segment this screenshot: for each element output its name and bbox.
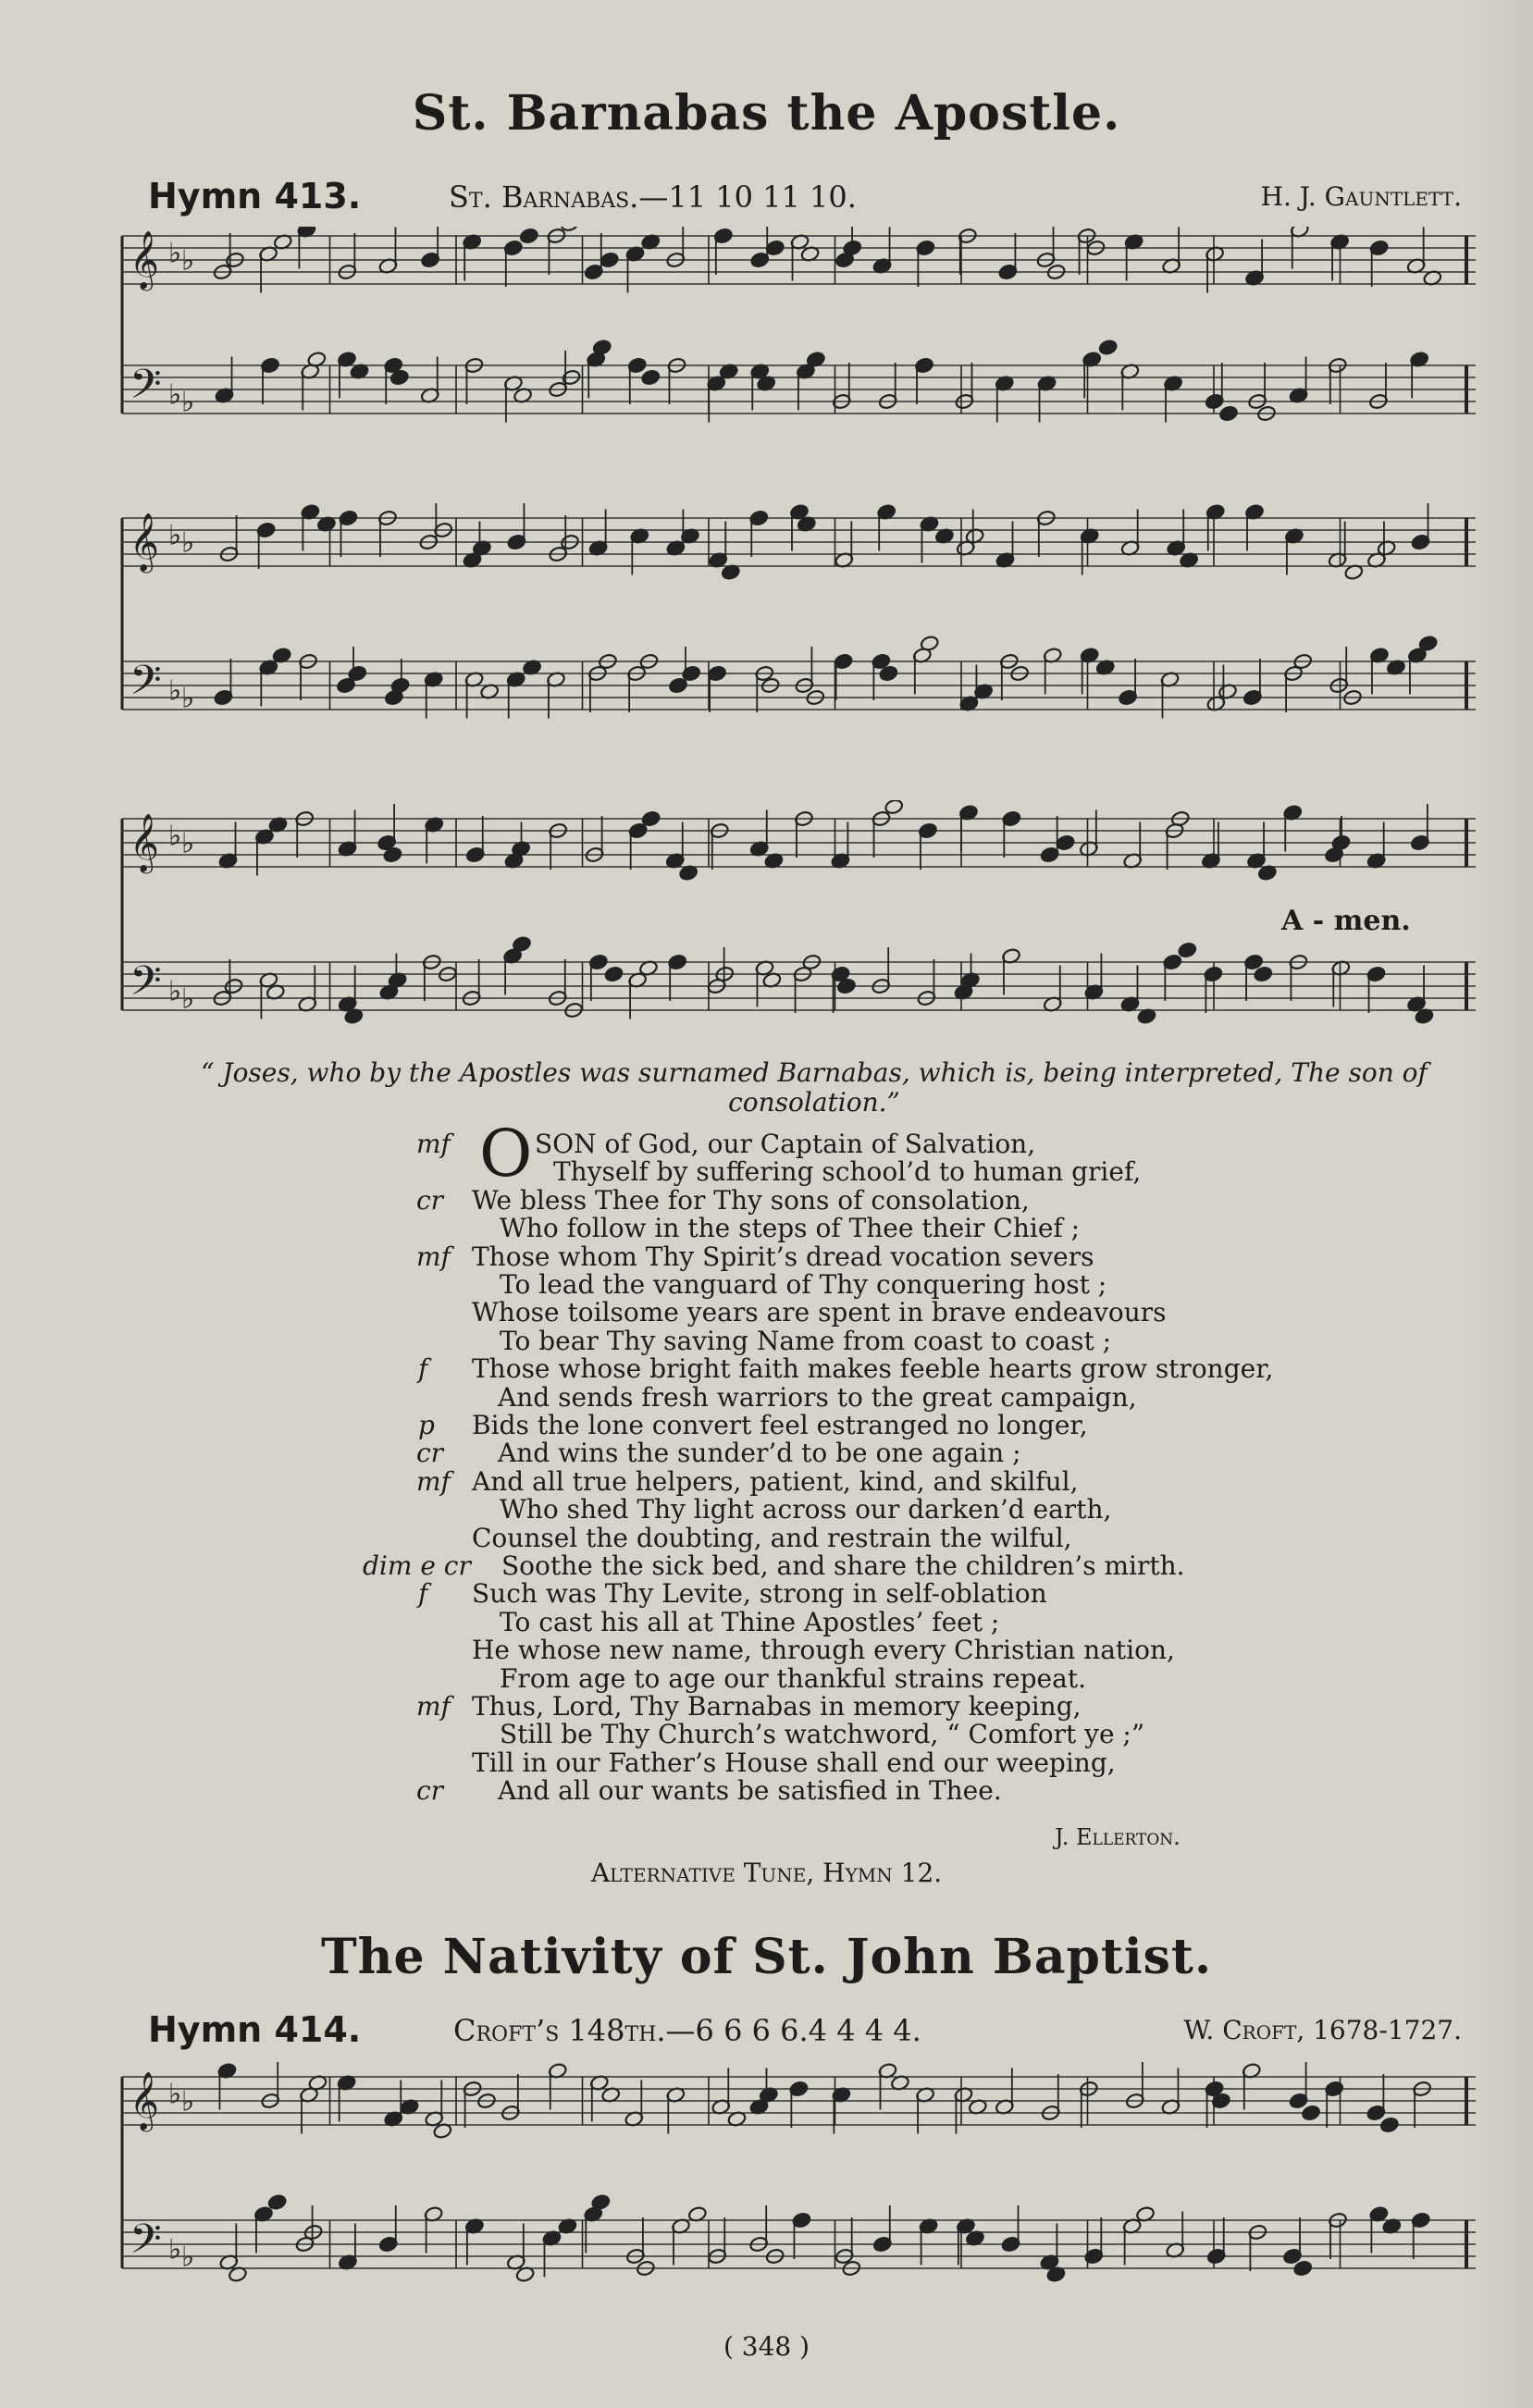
dynamic-marking: cr <box>416 1438 444 1468</box>
note-head <box>1301 2105 1320 2121</box>
dynamic-marking: f <box>418 1353 428 1384</box>
treble-clef-icon: 𝄞 <box>130 813 159 872</box>
hymn-414-number: Hymn 414. <box>148 2009 362 2050</box>
flat-icon: ♭ <box>168 2233 182 2266</box>
verse-line: Still be Thy Church’s watchword, “ Comfort ye ;” <box>500 1719 1145 1749</box>
verse-line: To lead the vanguard of Thy conquering host ; <box>500 1269 1107 1300</box>
bass-clef-icon: 𝄢 <box>130 2215 162 2274</box>
treble-clef-icon: 𝄞 <box>130 230 159 290</box>
verse-line: Soothe the sick bed, and share the children’s mirth. <box>501 1550 1185 1581</box>
epigraph: “ Joses, who by the Apostles was surnamed Barnabas, which is, being interpreted, The son of consolation.” <box>201 1057 1428 1118</box>
verse-line: Thyself by suffering school’d to human grief, <box>553 1156 1142 1187</box>
flat-icon: ♭ <box>181 827 195 860</box>
verse-line: He whose new name, through every Christian nation, <box>472 1635 1175 1665</box>
flat-icon: ♭ <box>181 2241 195 2274</box>
note-head <box>1218 405 1238 422</box>
page-shadow <box>1468 0 1533 2408</box>
feast-title-john-baptist: The Nativity of St. John Baptist. <box>320 1929 1213 1985</box>
note-head <box>641 369 661 386</box>
staff-system <box>120 2058 1485 2317</box>
amen-text: A - men. <box>1281 905 1411 937</box>
flat-icon: ♭ <box>181 2085 195 2118</box>
hymn-413-header <box>148 176 1462 222</box>
verse-line: Such was Thy Levite, strong in self-oblation <box>472 1578 1047 1609</box>
flat-icon: ♭ <box>168 674 182 708</box>
verse-line: And wins the sunder’d to be one again ; <box>498 1438 1021 1468</box>
flat-icon: ♭ <box>181 386 195 419</box>
flat-icon: ♭ <box>181 982 195 1016</box>
dynamic-marking: p <box>418 1410 435 1440</box>
dynamic-marking: cr <box>416 1775 444 1806</box>
hymn-413-number: Hymn 413. <box>148 176 362 216</box>
hymn-413-tune: St. Barnabas.—11 10 11 10. <box>449 179 857 215</box>
alternative-tune: Alternative Tune, Hymn 12. <box>590 1858 943 1888</box>
verse-line: And all our wants be satisfied in Thee. <box>498 1775 1002 1806</box>
hymn-413-author: J. Ellerton. <box>1055 1824 1181 1850</box>
verse-line: Till in our Father’s House shall end our weeping, <box>472 1747 1116 1778</box>
flat-icon: ♭ <box>181 244 195 278</box>
verse-line: We bless Thee for Thy sons of consolation, <box>472 1185 1030 1216</box>
verse-line: To bear Thy saving Name from coast to coast ; <box>500 1326 1112 1356</box>
note-head <box>600 252 619 268</box>
verse-line: And sends fresh warriors to the great campaign, <box>498 1382 1137 1413</box>
hymn-414-composer: W. Croft, 1678-1727. <box>1183 2015 1462 2045</box>
flat-icon: ♭ <box>168 237 182 270</box>
flat-icon: ♭ <box>168 2078 182 2111</box>
verse-line: Who follow in the steps of Thee their Chief ; <box>500 1213 1081 1243</box>
flat-icon: ♭ <box>168 820 182 853</box>
dynamic-marking: f <box>418 1578 428 1609</box>
page-number: ( 348 ) <box>723 2331 810 2362</box>
note-head <box>1098 339 1118 355</box>
music-system-2 <box>120 500 1485 759</box>
bass-clef-icon: 𝄢 <box>130 360 162 419</box>
treble-clef-icon: 𝄞 <box>130 512 159 572</box>
verse-line: From age to age our thankful strains repeat. <box>500 1663 1086 1694</box>
verse-line: Those whose bright faith makes feeble hearts grow stronger, <box>472 1353 1274 1384</box>
verse-line: Who shed Thy light across our darken’d earth, <box>500 1494 1112 1525</box>
note-head <box>267 2193 287 2210</box>
music-system-4 <box>120 2058 1485 2317</box>
treble-clef-icon: 𝄞 <box>130 2071 159 2130</box>
note-head <box>765 240 785 256</box>
staff-system <box>120 800 1485 1059</box>
dynamic-marking: dim e cr <box>363 1550 471 1581</box>
hymn-414-tune: Croft’s 148th.—6 6 6 6.4 4 4 4. <box>453 2013 921 2048</box>
flat-icon: ♭ <box>168 519 182 552</box>
hymn-413-composer: H. J. Gauntlett. <box>1260 181 1462 212</box>
verse-line: SON of God, our Captain of Salvation, <box>535 1129 1036 1159</box>
dynamic-marking: mf <box>416 1241 451 1272</box>
bass-clef-icon: 𝄢 <box>130 957 162 1016</box>
dynamic-marking: mf <box>416 1129 451 1159</box>
hymn-414-header <box>148 2009 1462 2056</box>
verse-line: Whose toilsome years are spent in brave endeavours <box>472 1297 1167 1327</box>
dynamic-marking: mf <box>416 1691 451 1722</box>
verse-line: And all true helpers, patient, kind, and skilful, <box>472 1466 1079 1497</box>
note-head <box>1379 2117 1399 2133</box>
staff-system <box>120 227 1485 467</box>
note-head <box>1178 942 1197 958</box>
flat-icon: ♭ <box>168 378 182 412</box>
flat-icon: ♭ <box>181 682 195 715</box>
verse-line: Thus, Lord, Thy Barnabas in memory keeping, <box>472 1691 1082 1722</box>
verse-line: To cast his all at Thine Apostles’ feet ; <box>500 1607 1000 1637</box>
dynamic-marking: mf <box>416 1466 451 1497</box>
note-head <box>519 228 538 244</box>
dynamic-marking: cr <box>416 1185 444 1216</box>
drop-cap: O <box>479 1116 533 1192</box>
bass-clef-icon: 𝄢 <box>130 656 162 715</box>
feast-title-barnabas: St. Barnabas the Apostle. <box>412 85 1121 142</box>
music-system-3 <box>120 800 1485 1059</box>
music-system-1 <box>120 227 1485 467</box>
flat-icon: ♭ <box>168 975 182 1008</box>
note-head <box>1056 834 1075 851</box>
flat-icon: ♭ <box>181 526 195 560</box>
note-head <box>604 966 624 982</box>
verse-line: Bids the lone convert feel estranged no longer, <box>472 1410 1088 1440</box>
verse-line: Those whom Thy Spirit’s dread vocation severs <box>472 1241 1094 1272</box>
verse-line: Counsel the doubting, and restrain the wilful, <box>472 1523 1072 1553</box>
staff-system <box>120 500 1485 759</box>
